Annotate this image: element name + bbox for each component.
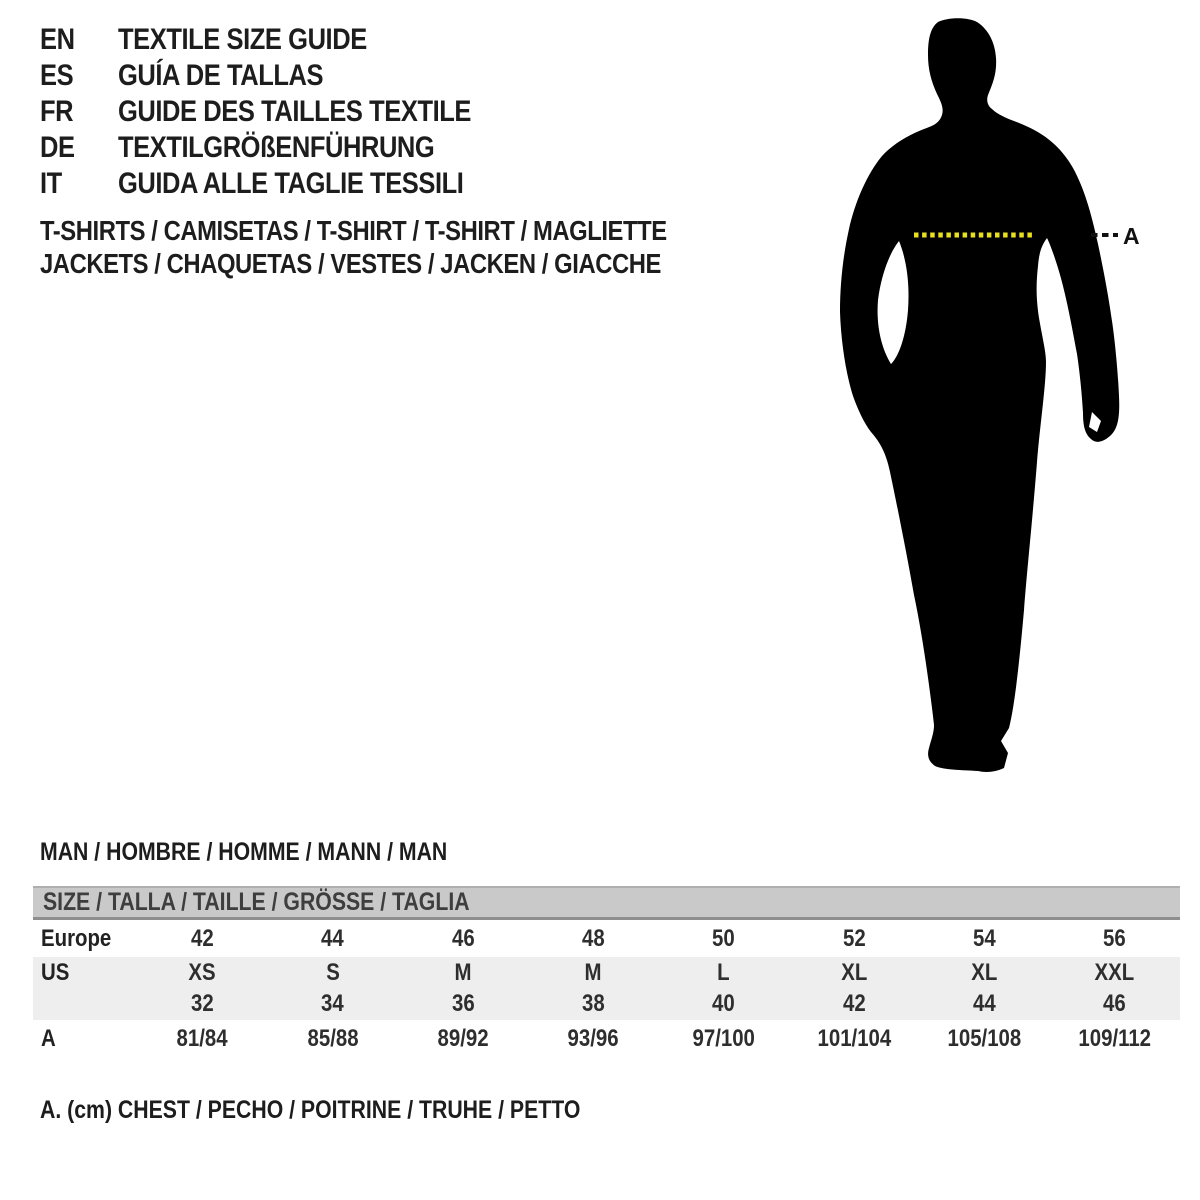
language-code-text: FR [40,95,74,128]
table-cell [398,959,528,987]
language-label-text: TEXTILGRÖßENFÜHRUNG [118,131,435,164]
table-cell [789,990,919,1018]
language-code [40,58,118,94]
row-label [33,1025,137,1053]
category-list [40,214,777,280]
size-table-header [33,886,1180,920]
table-cell [789,959,919,987]
language-code [40,166,118,202]
table-row [33,1020,1180,1058]
table-cell [398,1025,528,1053]
language-code [40,94,118,130]
language-label-text: GUÍA DE TALLAS [118,59,324,92]
language-code-text: EN [40,23,75,56]
table-cell-text: 38 [581,990,605,1017]
table-cell [398,925,528,953]
table-cell-text: 85/88 [307,1025,359,1052]
language-code-text: ES [40,59,74,92]
table-cell [659,990,789,1018]
table-cell-text: 54 [973,924,996,952]
language-code-text: DE [40,131,75,164]
category-line-text: JACKETS / CHAQUETAS / VESTES / JACKEN / GIACCHE [40,248,661,279]
table-cell [528,1025,658,1053]
category-line [40,247,777,280]
language-label [118,130,490,166]
table-cell-text: 42 [190,924,214,952]
language-code [40,22,118,58]
language-row [40,130,533,166]
row-label-text: A [41,1025,56,1052]
table-cell [267,1025,397,1053]
table-cell-text: S [325,958,340,986]
table-cell [267,959,397,987]
language-row [40,58,533,94]
footnote [40,1096,676,1124]
table-cell [528,990,658,1018]
table-cell [267,990,397,1018]
table-cell [919,959,1049,987]
size-table-header-text: SIZE / TALLA / TAILLE / GRÖSSE / TAGLIA [43,888,470,916]
language-code [40,130,118,166]
table-cell-text: 36 [451,990,475,1017]
table-cell [1050,1025,1180,1053]
language-label-text: GUIDE DES TAILLES TEXTILE [118,95,472,128]
table-cell-text: XXL [1094,958,1135,986]
table-cell-text: 109/112 [1078,1025,1152,1052]
size-table-body [33,920,1180,1058]
table-cell [1050,990,1180,1018]
table-cell [137,959,267,987]
section-title-text: MAN / HOMBRE / HOMME / MANN / MAN [40,838,448,866]
table-cell [398,990,528,1018]
table-cell [267,925,397,953]
table-cell [789,1025,919,1053]
category-line-text: T-SHIRTS / CAMISETAS / T-SHIRT / T-SHIRT / MAGLIETTE [40,215,667,246]
table-row [33,988,1180,1020]
table-cell [659,925,789,953]
language-row [40,166,533,202]
language-list [40,22,533,202]
footnote-text: A. (cm) CHEST / PECHO / POITRINE / TRUHE / PETTO [40,1096,581,1124]
man-silhouette-figure [820,0,1200,800]
table-cell [659,959,789,987]
language-label [118,94,533,130]
table-cell [659,1025,789,1053]
row-label-text: Europe [41,924,112,952]
table-cell-text: 42 [842,990,866,1017]
table-cell-text: 52 [842,924,866,952]
table-cell [137,1025,267,1053]
table-cell-text: 93/96 [567,1025,619,1052]
table-cell-text: 50 [712,924,736,952]
table-row [33,920,1180,957]
table-cell-text: 40 [712,990,736,1017]
category-line [40,214,777,247]
section-title [40,838,519,866]
row-label [33,990,137,1018]
language-code-text: IT [40,167,62,200]
table-row [33,957,1180,988]
table-cell-text: 46 [1103,990,1127,1017]
table-cell-text: 56 [1103,924,1127,952]
table-cell-text: 44 [973,990,996,1017]
table-cell-text: 46 [451,924,475,952]
table-cell-text: 89/92 [437,1025,489,1052]
table-cell-text: M [584,958,602,986]
row-label [33,925,137,953]
table-cell-text: 105/108 [947,1025,1022,1052]
table-cell [1050,925,1180,953]
table-cell-text: XS [188,958,216,986]
table-cell-text: 34 [321,990,344,1017]
table-cell [1050,959,1180,987]
language-row [40,22,533,58]
man-silhouette-path [840,18,1119,772]
language-row [40,94,533,130]
table-cell-text: 32 [190,990,214,1017]
table-cell [528,959,658,987]
table-cell [528,925,658,953]
table-cell [919,925,1049,953]
table-cell-text: M [454,958,472,986]
row-label-text: US [41,958,70,986]
table-cell [919,1025,1049,1053]
measure-label-a: A [1123,223,1140,249]
table-cell-text: L [717,958,730,986]
size-table [33,886,1180,1058]
table-cell [137,990,267,1018]
language-label [118,166,524,202]
row-label [33,959,137,987]
language-label [118,22,411,58]
table-cell-text: 101/104 [817,1025,891,1052]
table-cell-text: XL [841,958,868,986]
table-cell [789,925,919,953]
table-cell-text: 97/100 [692,1025,755,1052]
table-cell-text: XL [971,958,998,986]
table-cell [919,990,1049,1018]
table-cell [137,925,267,953]
table-cell-text: 48 [581,924,605,952]
man-silhouette [820,0,1200,800]
table-cell-text: 81/84 [176,1025,228,1052]
language-label-text: TEXTILE SIZE GUIDE [118,23,367,56]
language-label [118,58,359,94]
table-cell-text: 44 [321,924,344,952]
language-label-text: GUIDA ALLE TAGLIE TESSILI [118,167,464,200]
